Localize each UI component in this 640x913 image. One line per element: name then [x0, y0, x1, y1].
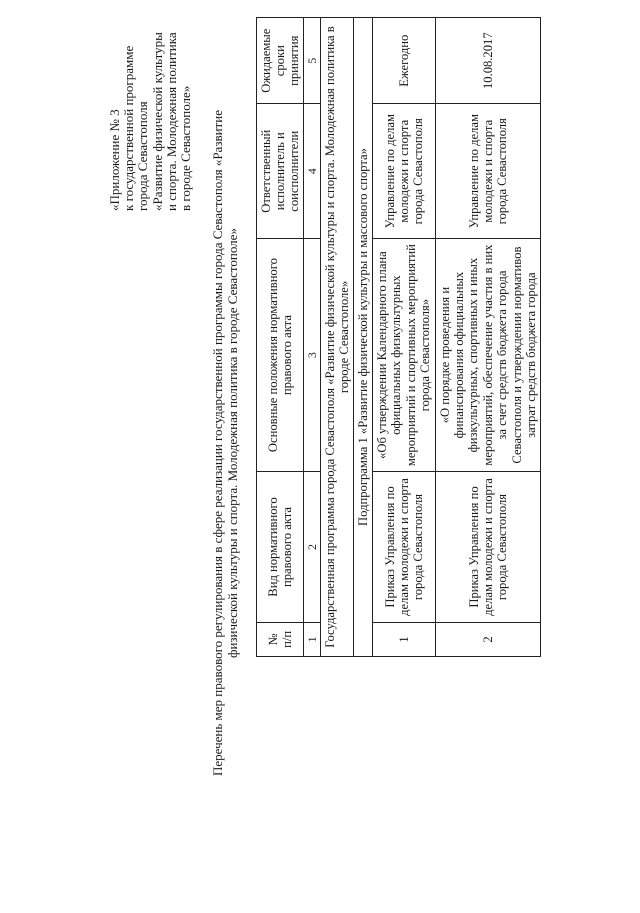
table-row [373, 18, 436, 657]
row-act-content: «О порядке проведения и финансирования официальных физкультурных, спортивных и иных мероприятий, обеспечение участия в них за счет средств бюджета города Севастополя и утверждении нормативов затрат средств бюджета города [435, 239, 541, 472]
header-row [257, 18, 304, 657]
column-number-row [304, 18, 321, 657]
document-title [210, 33, 240, 853]
row-act-kind: Приказ Управления по делам молодежи и спорта города Севастополя [435, 472, 541, 623]
subprogram-title: Подпрограмма 1 «Развитие физической культуры и массового спорта» [354, 18, 373, 657]
subprogram-row [354, 18, 373, 657]
program-row [321, 18, 354, 657]
measures-table [256, 17, 541, 657]
appendix-line: в городе Севастополе» [178, 85, 194, 211]
column-number: 5 [304, 18, 321, 104]
column-number: 4 [304, 104, 321, 239]
header-content: Основные положения нормативного правового акта [257, 239, 304, 472]
table-row [435, 18, 541, 657]
header-kind: Вид нормативного правового акта [257, 472, 304, 623]
row-act-content: «Об утверждении Календарного плана официальных физкультурных мероприятий и спортивных мероприятий города Севастополя» [373, 239, 436, 472]
column-number: 3 [304, 239, 321, 472]
column-number: 1 [304, 622, 321, 656]
title-line: физической культуры и спорта. Молодежная политика в городе Севастополе» [225, 228, 240, 658]
row-number: 1 [373, 622, 436, 656]
appendix-block [108, 11, 193, 211]
appendix-line: «Приложение № 3 [107, 109, 122, 211]
row-term: 10.08.2017 [435, 18, 541, 104]
appendix-line: «Развитие физической культуры [149, 32, 165, 211]
appendix-line: к государственной программе [121, 45, 137, 211]
header-num: № п/п [257, 622, 304, 656]
row-executor: Управление по делам молодежи и спорта города Севастополя [435, 104, 541, 239]
row-term: Ежегодно [373, 18, 436, 104]
row-executor: Управление по делам молодежи и спорта города Севастополя [373, 104, 436, 239]
program-title: Государственная программа города Севастополя «Развитие физической культуры и спорта. Молодежная политика в городе Севастополе» [321, 18, 354, 657]
header-executor: Ответственный исполнитель и соисполнители [257, 104, 304, 239]
appendix-line: и спорта. Молодежная политика [163, 32, 179, 211]
column-number: 2 [304, 472, 321, 623]
row-act-kind: Приказ Управления по делам молодежи и спорта города Севастополя [373, 472, 436, 623]
title-line: Перечень мер правового регулирования в сфере реализации государственной программы города Севастополя «Развитие [210, 110, 225, 776]
row-number: 2 [435, 622, 541, 656]
header-term: Ожидаемые сроки принятия [257, 18, 304, 104]
appendix-line: города Севастополя [135, 101, 151, 211]
